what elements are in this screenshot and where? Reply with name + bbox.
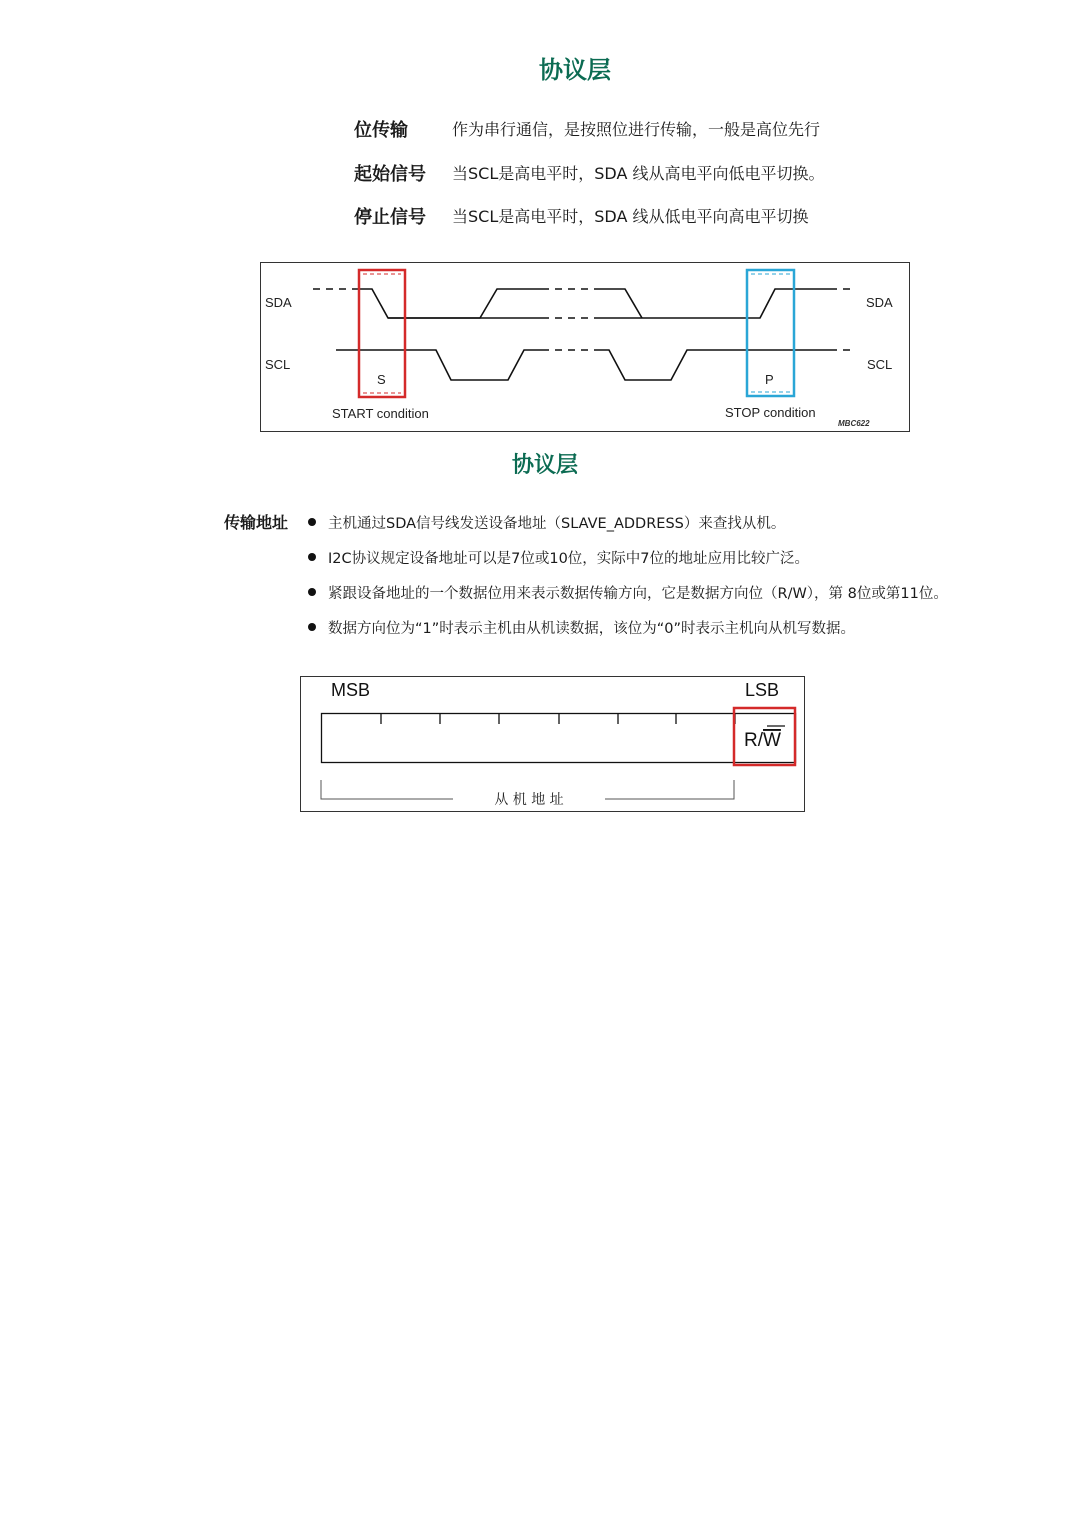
msb-label: MSB <box>331 680 371 700</box>
i2c-timing-diagram <box>260 262 910 432</box>
bullet-item <box>308 582 948 603</box>
definition-term: 起始信号 <box>354 164 426 185</box>
address-byte-diagram <box>300 676 805 812</box>
rw-read-part: R/ <box>744 730 763 751</box>
bullet-dot <box>308 518 316 526</box>
scl-label-left: SCL <box>265 357 291 372</box>
start-caption: START condition <box>332 406 429 421</box>
sda-label-left: SDA <box>265 295 292 310</box>
definition-desc: 当SCL是高电平时，SDA 线从低电平向高电平切换 <box>452 207 809 226</box>
bullet-item <box>308 547 809 568</box>
figure-code: MBC622 <box>838 419 870 428</box>
scl-label-right: SCL <box>867 357 893 372</box>
bullet-dot <box>308 588 316 596</box>
section-title-2: 协议层 <box>511 453 578 478</box>
bullet-dot <box>308 623 316 631</box>
bullet-text: 数据方向位为“1”时表示主机由从机读数据，该位为“0”时表示主机向从机写数据。 <box>328 621 855 637</box>
definition-desc: 作为串行通信，是按照位进行传输，一般是高位先行 <box>452 120 821 139</box>
slave-address-label: 从 机 地 址 <box>494 792 564 808</box>
stop-marker: P <box>765 372 774 387</box>
bullet-dot <box>308 553 316 561</box>
bullet-text: 主机通过SDA信号线发送设备地址（SLAVE_ADDRESS）来查找从机。 <box>328 516 786 532</box>
stop-caption: STOP condition <box>725 405 816 420</box>
section-title-1: 协议层 <box>539 56 611 84</box>
rw-write-part: W <box>763 730 781 751</box>
section-label: 传输地址 <box>224 513 289 532</box>
rw-bit-label <box>744 730 781 751</box>
sda-label-right: SDA <box>866 295 893 310</box>
bullet-item <box>308 512 785 533</box>
start-marker: S <box>377 372 386 387</box>
lsb-label: LSB <box>745 680 780 700</box>
bullet-text: 紧跟设备地址的一个数据位用来表示数据传输方向，它是数据方向位（R/W），第 8位或第11位。 <box>328 586 948 602</box>
definition-term: 停止信号 <box>354 207 426 228</box>
bullet-text: I2C协议规定设备地址可以是7位或10位，实际中7位的地址应用比较广泛。 <box>328 551 810 567</box>
definition-term: 位传输 <box>354 120 408 141</box>
definition-desc: 当SCL是高电平时，SDA 线从高电平向低电平切换。 <box>452 164 825 183</box>
bullet-item <box>308 617 855 638</box>
